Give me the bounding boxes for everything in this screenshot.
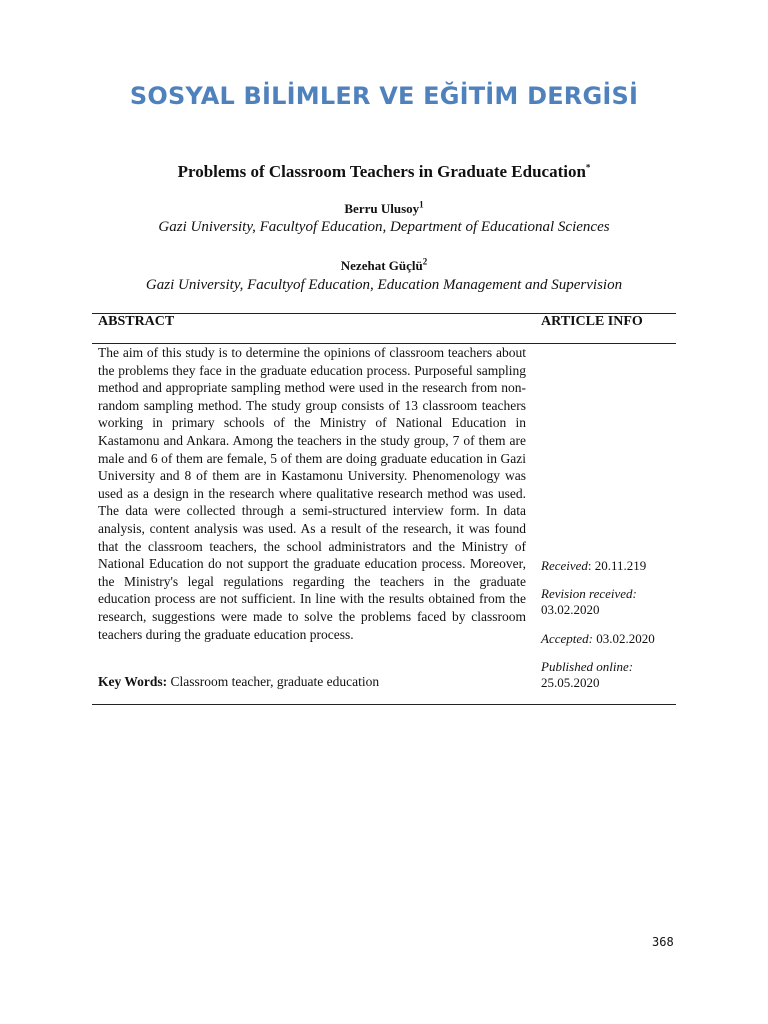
revision-value: 03.02.2020 <box>541 602 600 617</box>
abstract-header: ABSTRACT <box>98 314 175 329</box>
keywords-value: Classroom teacher, graduate education <box>170 674 380 689</box>
revision-label: Revision received: <box>541 586 637 601</box>
author-1-sup: 1 <box>419 199 424 210</box>
published-value: 25.05.2020 <box>541 675 600 690</box>
bottom-rule <box>92 704 676 705</box>
article-info-header: ARTICLE INFO <box>541 314 643 329</box>
revision-info <box>541 586 637 618</box>
paper-title-text: Problems of Classroom Teachers in Graduate Education <box>177 162 586 181</box>
keywords-label: Key Words: <box>98 674 168 689</box>
paper-title <box>0 162 768 182</box>
author-2-sup: 2 <box>422 256 428 267</box>
page-number: 368 <box>652 935 674 949</box>
author-2-name: Nezehat Güçlü <box>340 258 423 273</box>
author-1-name: Berru Ulusoy <box>344 201 420 216</box>
accepted-label: Accepted: <box>541 631 593 646</box>
received-value: : 20.11.219 <box>587 558 647 573</box>
title-footnote-mark: * <box>585 162 591 173</box>
journal-title: SOSYAL BİLİMLER VE EĞİTİM DERGİSİ <box>129 82 639 110</box>
accepted-info <box>541 631 655 647</box>
abstract-body: The aim of this study is to determine the opinions of classroom teachers about the problems they face in the graduate education process. Purposeful sampling method and appropriate sampling method were used in the research from non-random sampling method. The study group consists of 13 classroom teachers working in primary schools of the Ministry of National Education in Kastamonu and Ankara. Among the teachers in the study group, 7 of them are male and 6 of them are female, 5 of them are doing graduate education in Gazi University and 8 of them are in Kastamonu University. Phenomenology was used as a design in the research where qualitative research method was used. The data were collected through a semi-structured interview form. In data analysis, content analysis was used. As a result of the research, it was found that the classroom teachers, the school administrators and the Ministry of National Education do not support the graduate education process. Moreover, the Ministry's legal regulations regarding the teachers in the graduate education process are not sufficient. In line with the results obtained from the research, suggestions were made to solve the problems faced by classroom teachers during the graduate education process. <box>98 345 526 642</box>
accepted-value: 03.02.2020 <box>592 631 655 646</box>
published-info <box>541 659 633 691</box>
published-label: Published online: <box>541 659 634 674</box>
author-name-2 <box>0 258 768 274</box>
author-1-affiliation: Gazi University, Facultyof Education, Department of Educational Sciences <box>158 219 610 235</box>
received-label: Received <box>541 558 588 573</box>
author-2-affiliation: Gazi University, Facultyof Education, Education Management and Supervision <box>145 277 623 293</box>
author-name-1 <box>0 201 768 217</box>
received-info <box>541 558 646 574</box>
keywords-line <box>98 674 379 690</box>
